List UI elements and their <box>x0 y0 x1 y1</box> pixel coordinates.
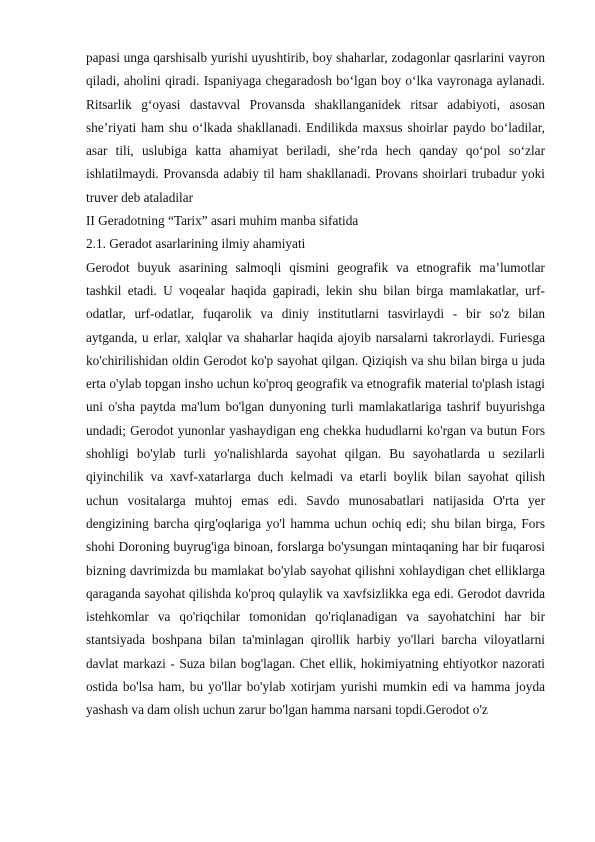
paragraph-troubadours: papasi unga qarshisalb yurishi uyushtirib, boy shaharlar, zodagonlar qasrlarini vayron qiladi, aholini qiradi. Ispaniyaga chegaradosh bo‘lgan boy o‘lka vayronaga aylanadi. Ritsarlik g‘oyasi dastavval Provansda shakllanganidek ritsar adabiyoti, asosan she’riyati ham shu o‘lkada shakllanadi. Endilikda maxsus shoirlar paydo bo‘ladilar, asar tili, uslubiga katta ahamiyat beriladi, she’rda hech qanday qo‘pol so‘zlar ishlatilmaydi. Provansda adabiy til ham shakllanadi. Provans shoirlari trubadur yoki truver deb ataladilar <box>86 50 545 205</box>
chapter-heading: II Geradotning “Tarix” asari muhim manba sifatida <box>86 213 359 229</box>
page-content <box>86 46 545 722</box>
paragraph-herodotus: Gerodot buyuk asarining salmoqli qismini geografik va etnografik ma’lumotlar tashkil etadi. U voqealar haqida gapiradi, lekin shu bilan birga mamlakatlar, urf-odatlar, urf-odatlar, fuqarolik va diniy institutlarni tasvirlaydi - bir so'z bilan aytganda, u erlar, xalqlar va shaharlar haqida ajoyib narsalarni takrorlaydi. Furiesga ko'chirilishidan oldin Gerodot ko'p sayohat qilgan. Qiziqish va shu bilan birga u juda erta o'ylab topgan insho uchun ko'proq geografik va etnografik material to'plash istagi uni o'sha paytda ma'lum bo'lgan dunyoning turli mamlakatlariga tashrif buyurishga undadi; Gerodot yunonlar yashaydigan eng chekka hududlarni ko'rgan va butun Fors shohligi bo'ylab turli yo'nalishlarda sayohat qilgan. Bu sayohatlarda u sezilarli qiyinchilik va xavf-xatarlarga duch kelmadi va etarli boylik bilan sayohat qilish uchun vositalarga muhtoj emas edi. Savdo munosabatlari natijasida O'rta yer dengizining barcha qirg'oqlariga yo'l hamma uchun ochiq edi; shu bilan birga, Fors shohi Doroning buyrug'iga binoan, forslarga bo'ysungan mintaqaning har bir fuqarosi bizning davrimizda bu mamlakat bo'ylab sayohat qilishni xohlaydigan chet elliklarga qaraganda sayohat qilishda ko'proq qulaylik va xavfsizlikka ega edi. Gerodot davrida istehkomlar va qo'riqchilar tomonidan qo'riqlanadigan va sayohatchini har bir stantsiyada boshpana bilan ta'minlagan qirollik harbiy yo'llari barcha viloyatlarni davlat markazi - Suza bilan bog'lagan. Chet ellik, hokimiyatning ehtiyotkor nazorati ostida bo'lsa ham, bu yo'llar bo'ylab xotirjam yurishi mumkin edi va hamma joyda yashash va dam olish uchun zarur bo'lgan hamma narsani topdi.Gerodot o'z <box>86 259 545 718</box>
section-heading: 2.1. Geradot asarlarining ilmiy ahamiyati <box>86 236 306 252</box>
